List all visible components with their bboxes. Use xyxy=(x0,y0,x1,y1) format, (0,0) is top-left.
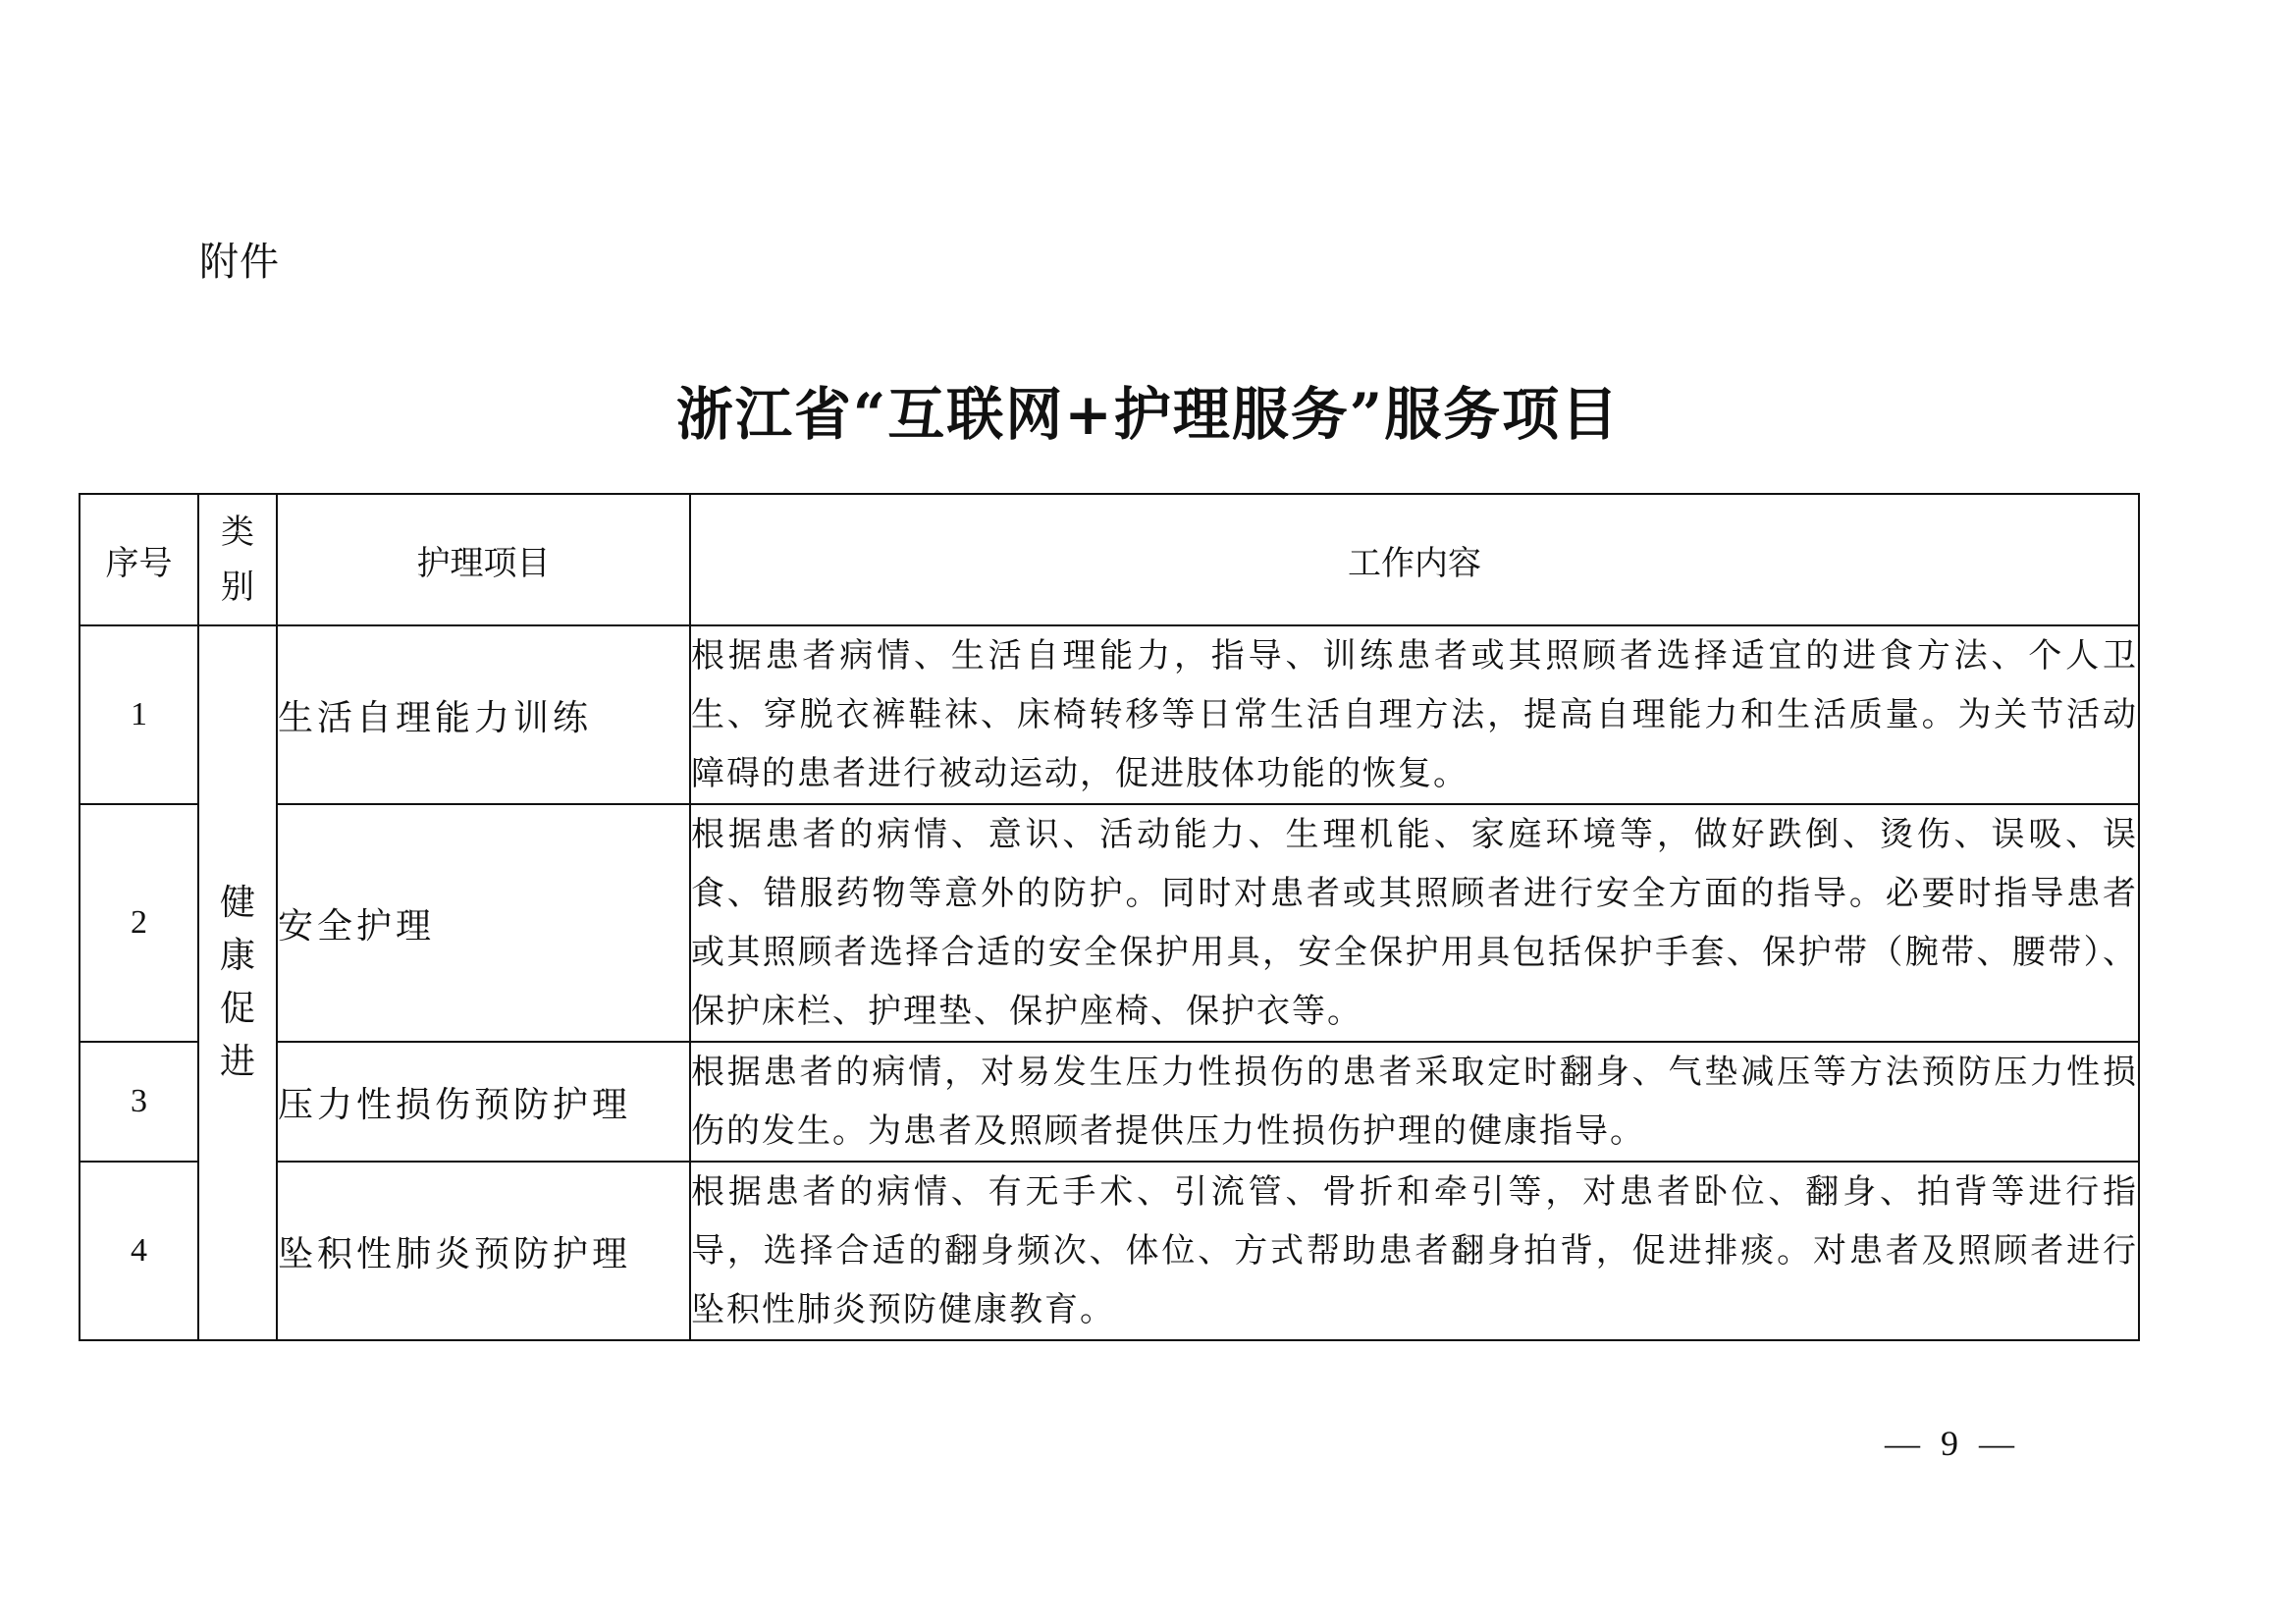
row-content: 根据患者的病情、有无手术、引流管、骨折和牵引等，对患者卧位、翻身、拍背等进行指导，选择合适的翻身频次、体位、方式帮助患者翻身拍背，促进排痰。对患者及照顾者进行坠积性肺炎预防健康教育。 xyxy=(690,1162,2139,1340)
table-header-row xyxy=(80,494,2139,625)
row-seq: 4 xyxy=(80,1162,198,1340)
row-item: 安全护理 xyxy=(277,804,690,1042)
header-content: 工作内容 xyxy=(690,494,2139,625)
table-row xyxy=(80,1162,2139,1340)
header-category xyxy=(198,494,277,625)
row-item: 压力性损伤预防护理 xyxy=(277,1042,690,1162)
header-seq: 序号 xyxy=(80,494,198,625)
category-char: 进 xyxy=(219,1042,255,1082)
row-item: 坠积性肺炎预防护理 xyxy=(277,1162,690,1340)
row-item: 生活自理能力训练 xyxy=(277,625,690,804)
table-row xyxy=(80,804,2139,1042)
row-seq: 1 xyxy=(80,625,198,804)
category-char: 康 xyxy=(219,936,255,976)
attachment-label: 附件 xyxy=(199,240,280,285)
document-title: 浙江省“互联网+护理服务”服务项目 xyxy=(675,381,1621,448)
header-category-char: 类 xyxy=(221,513,254,552)
row-content: 根据患者病情、生活自理能力，指导、训练患者或其照顾者选择适宜的进食方法、个人卫生、穿脱衣裤鞋袜、床椅转移等日常生活自理方法，提高自理能力和生活质量。为关节活动障碍的患者进行被动运动，促进肢体功能的恢复。 xyxy=(690,625,2139,804)
table-row xyxy=(80,625,2139,804)
service-items-table xyxy=(79,493,2140,1341)
table-row xyxy=(80,1042,2139,1162)
category-cell xyxy=(198,625,277,1340)
category-char: 健 xyxy=(219,883,255,923)
header-item: 护理项目 xyxy=(277,494,690,625)
category-char: 促 xyxy=(219,989,255,1029)
row-content: 根据患者的病情、意识、活动能力、生理机能、家庭环境等，做好跌倒、烫伤、误吸、误食、错服药物等意外的防护。同时对患者或其照顾者进行安全方面的指导。必要时指导患者或其照顾者选择合适的安全保护用具，安全保护用具包括保护手套、保护带（腕带、腰带）、保护床栏、护理垫、保护座椅、保护衣等。 xyxy=(690,804,2139,1042)
row-seq: 2 xyxy=(80,804,198,1042)
row-content: 根据患者的病情，对易发生压力性损伤的患者采取定时翻身、气垫减压等方法预防压力性损伤的发生。为患者及照顾者提供压力性损伤护理的健康指导。 xyxy=(690,1042,2139,1162)
page-number: — 9 — xyxy=(1885,1424,2020,1463)
header-category-char: 别 xyxy=(221,568,254,607)
row-seq: 3 xyxy=(80,1042,198,1162)
